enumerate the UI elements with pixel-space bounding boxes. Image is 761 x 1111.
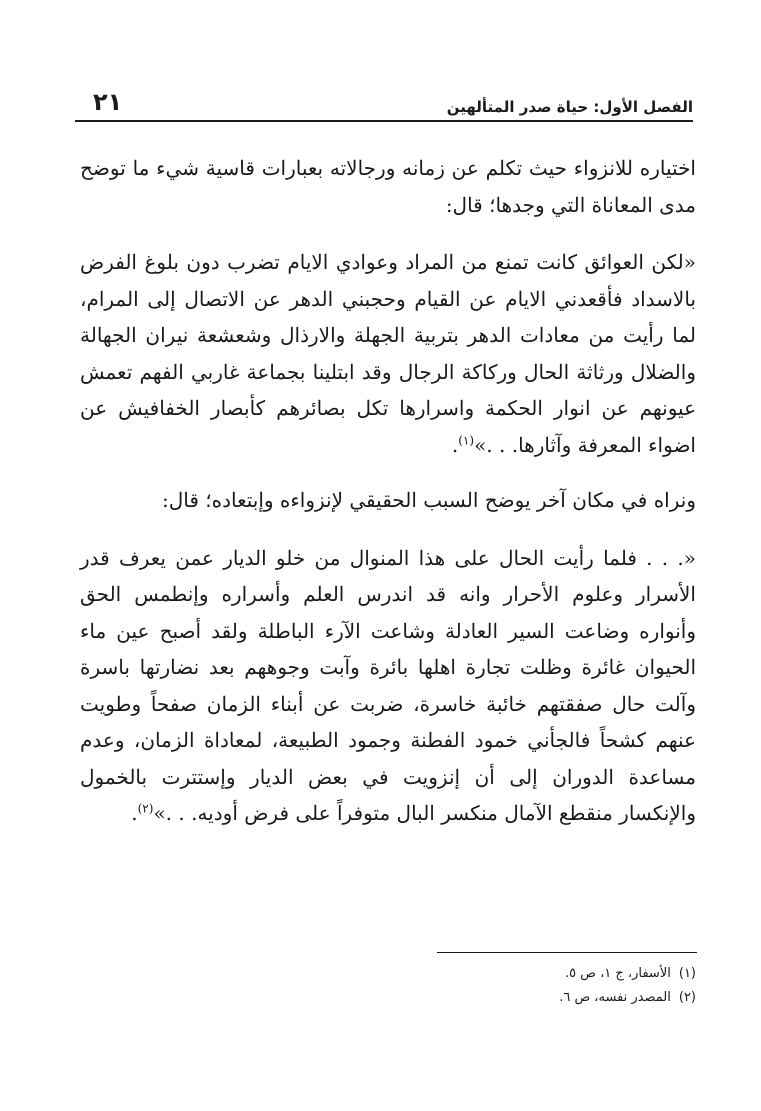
quote-paragraph-2 bbox=[80, 540, 696, 832]
footnote-2-number: (٢) bbox=[678, 990, 696, 1005]
quote-2-text: «. . . فلما رأيت الحال على هذا المنوال من خلو الديار عمن يعرف قدر الأسرار وعلوم الأحرار وانه قد اندرس العلم وأسراره وإنطمس الحق وأنواره وضاعت السير العادلة وشاعت الآرء الباطلة ولقد أصبح عين ماء الحيوان غائرة وظلت تجارة اهلها بائرة وآبت وجوههم بعد نضارتها باسرة وآلت حال صفقتهم خائبة خاسرة، ضربت عن أبناء الزمان صفحاً وطويت عنهم كشحاً فالجأني خمود الفطنة وجمود الطبيعة، لمعاداة الزمان، وعدم مساعدة الدوران إلى أن إنزويت في بعض الديار وإستترت بالخمول والإنكسار منقطع الآمال منكسر البال متوفراً على فرض أوديه. . .» bbox=[80, 545, 696, 825]
footnote-2 bbox=[300, 986, 696, 1010]
page-number: ٢١ bbox=[93, 88, 123, 116]
intro-text: اختياره للانزواء حيث تكلم عن زمانه ورجالاته بعبارات قاسية شيء ما توضح مدى المعاناة التي وجدها؛ قال: bbox=[80, 156, 696, 217]
quote-paragraph-1 bbox=[80, 244, 696, 463]
body-text bbox=[80, 150, 696, 832]
footnote-ref-2[interactable]: (٢) bbox=[137, 801, 154, 816]
quote-1-text: «لكن العوائق كانت تمنع من المراد وعوادي الايام تضرب دون بلوغ الفرض بالاسداد فأقعدني الايام عن القيام وحجبني الدهر عن الاتصال إلى المرام، لما رأيت من معادات الدهر بتربية الجهلة والارذال وشعشعة نيران الجهالة والضلال ورثاثة الحال وركاكة الرجال وقد ابتلينا بجماعة غاربي الفهم تعمش عيونهم عن انوار الحكمة واسرارها تكل بصائرهم كأبصار الخفافيش عن اضواء المعرفة وآثارها. . .» bbox=[80, 250, 697, 457]
quote-1-end: . bbox=[451, 432, 459, 457]
footnotes bbox=[300, 962, 696, 1010]
chapter-title: الفصل الأول: حياة صدر المتألهين bbox=[446, 98, 693, 116]
transition-text: ونراه في مكان آخر يوضح السبب الحقيقي لإنزواءه وإبتعاده؛ قال: bbox=[161, 488, 696, 512]
running-header bbox=[75, 88, 693, 122]
footnote-separator bbox=[437, 952, 697, 953]
intro-paragraph bbox=[80, 150, 696, 223]
header-rule bbox=[75, 120, 693, 122]
footnote-1-text: الأسفار، ج ١، ص ٥. bbox=[564, 966, 671, 981]
footnote-1 bbox=[300, 962, 696, 986]
quote-2-end: . bbox=[131, 801, 138, 825]
footnote-1-number: (١) bbox=[678, 966, 696, 981]
footnote-2-text: المصدر نفسه، ص ٦. bbox=[559, 990, 671, 1005]
footnote-ref-1[interactable]: (١) bbox=[458, 432, 475, 447]
transition-paragraph bbox=[80, 482, 696, 519]
